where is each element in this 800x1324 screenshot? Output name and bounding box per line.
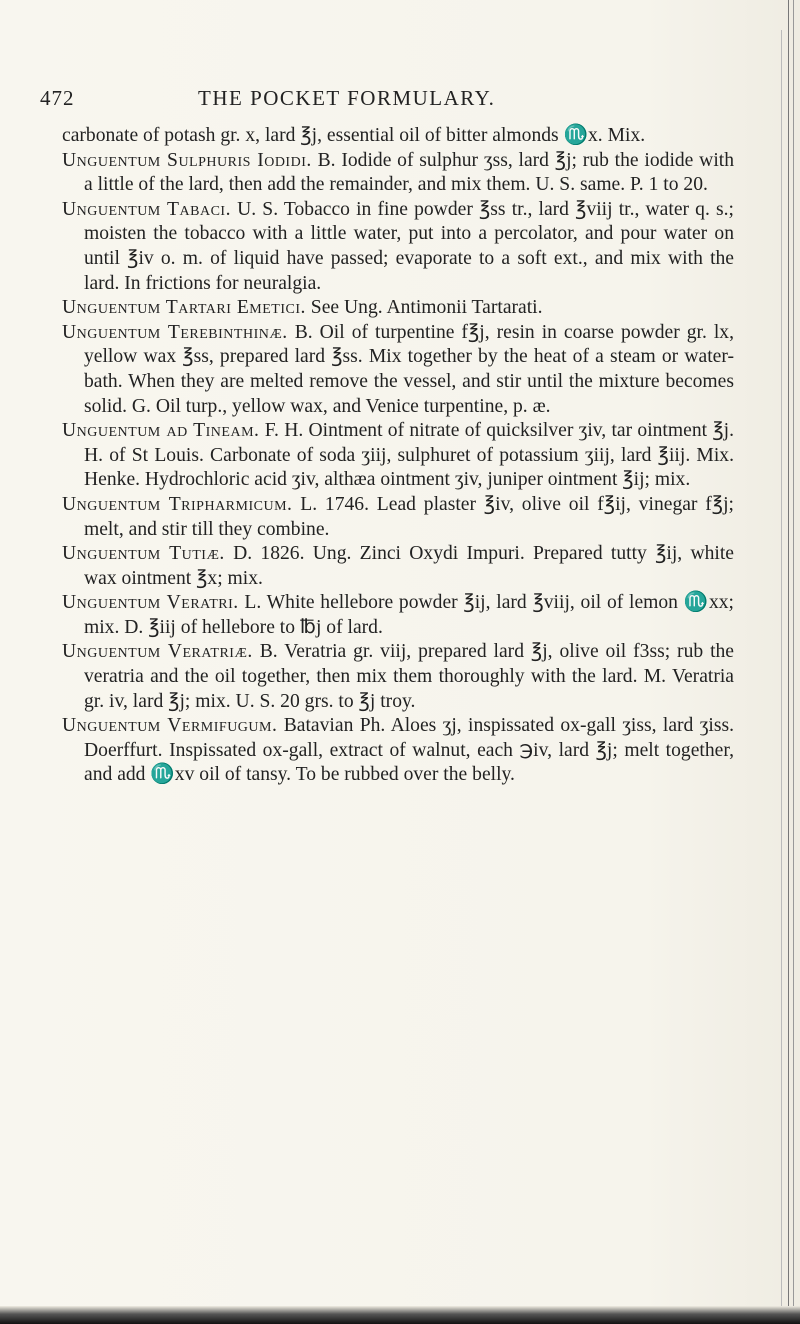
running-head: THE POCKET FORMULARY.	[198, 86, 496, 110]
entry-title: Unguentum Sulphuris Iodidi.	[62, 149, 312, 171]
entry-text: F. H. Ointment of nitrate of quicksilver ʒiv, tar ointment ℥j. H. of St Louis. Carbonate of soda ʒiij, sulphuret of potassium ʒiij, lard ℥iij. Mix. Henke. Hydrochloric acid ʒiv, althæa ointment ʒiv, juniper ointment ℥ij; mix.	[84, 420, 734, 491]
entry-unguentum-veratri	[62, 591, 734, 640]
entry-title: Unguentum Veratri.	[62, 592, 239, 614]
entry-unguentum-sulphuris-iodidi	[62, 149, 734, 198]
entry-text: Batavian Ph. Aloes ʒj, inspissated ox-gall ʒiss, lard ʒiss. Doerffurt. Inspissated ox-gall, extract of walnut, each ℈iv, lard ℥j; melt together, and add ♏xv oil of tansy. To be rubbed over the belly.	[84, 715, 734, 786]
entry-unguentum-tartari-emetici	[62, 296, 734, 321]
entry-text: B. Iodide of sulphur ʒss, lard ℥j; rub the iodide with a little of the lard, then add the remainder, and mix them. U. S. same. P. 1 to 20.	[84, 149, 735, 196]
entry-text: L. 1746. Lead plaster ℥iv, olive oil f℥ij, vinegar f℥j; melt, and stir till they combine.	[84, 493, 734, 540]
entry-title: Unguentum Terebinthinæ.	[62, 321, 288, 343]
entry-title: Unguentum Tabaci.	[62, 198, 231, 220]
entry-unguentum-vermifugum	[62, 714, 734, 788]
entry-continuation	[62, 124, 734, 149]
entry-unguentum-veratriae	[62, 640, 734, 714]
entry-unguentum-tabaci	[62, 198, 734, 296]
entry-text: See Ung. Antimonii Tartarati.	[305, 297, 543, 319]
entry-title: Unguentum Tutiæ.	[62, 543, 225, 565]
entry-title: Unguentum Tartari Emetici.	[62, 297, 306, 319]
entry-text: D. 1826. Ung. Zinci Oxydi Impuri. Prepared tutty ℥ij, white wax ointment ℥x; mix.	[84, 543, 735, 589]
entry-text: U. S. Tobacco in fine powder ℥ss tr., lard ℥viij tr., water q. s.; moisten the tobacco with a little water, put into a percolator, and pour water on until ℥iv o. m. of liquid have passed; evaporate to a soft ext., and mix with the lard. In frictions for neuralgia.	[84, 198, 734, 294]
entry-text: B. Oil of turpentine f℥j, resin in coarse powder gr. lx, yellow wax ℥ss, prepared lard ℥ss. Mix together by the heat of a steam or water-bath. When they are melted remove the vessel, and stir until the mixture becomes solid. G. Oil turp., yellow wax, and Venice turpentine, p. æ.	[84, 321, 734, 417]
entry-unguentum-tripharmicum	[62, 493, 734, 542]
entry-text: B. Veratria gr. viij, prepared lard ℥j, olive oil f3ss; rub the veratria and the oil together, then mix them thoroughly with the lard. M. Veratria gr. iv, lard ℥j; mix. U. S. 20 grs. to ℥j troy.	[84, 641, 735, 712]
entry-unguentum-terebinthinae	[62, 321, 734, 419]
entry-title: Unguentum Tripharmicum.	[62, 493, 293, 515]
page-edge-inner	[781, 30, 784, 1310]
body-text	[62, 124, 734, 788]
entry-unguentum-ad-tineam	[62, 419, 734, 493]
entry-text: L. White hellebore powder ℥ij, lard ℥viij, oil of lemon ♏xx; mix. D. ℥iij of hellebore to ℔j of lard.	[84, 592, 734, 638]
entry-unguentum-tutiae	[62, 542, 734, 591]
entry-title: Unguentum ad Tineam.	[62, 420, 260, 442]
entry-title: Unguentum Vermifugum.	[62, 715, 278, 737]
entry-text: carbonate of potash gr. x, lard ℥j, essential oil of bitter almonds ♏x. Mix.	[62, 125, 646, 146]
page-number: 472	[40, 86, 75, 110]
page-edge	[788, 0, 794, 1324]
entry-title: Unguentum Veratriæ.	[62, 641, 253, 663]
page-bottom-shadow	[0, 1306, 800, 1324]
